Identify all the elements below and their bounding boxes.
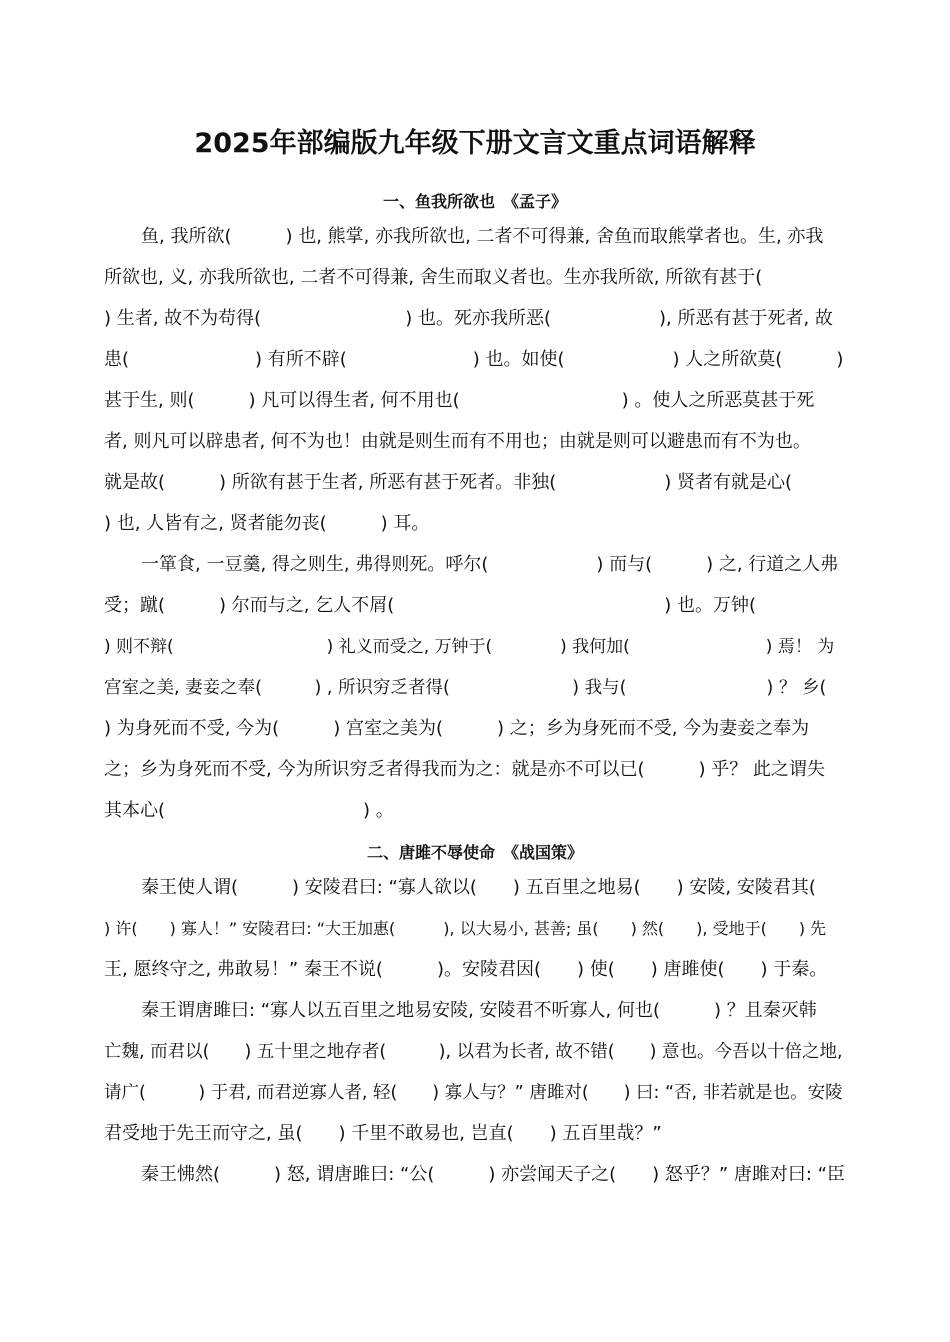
text-line: 王, 愿终守之, 弗敢易！” 秦王不说( )。安陵君因( ) 使( ) 唐雎使( ) 于秦。 bbox=[104, 959, 828, 980]
text-line: ) 许( ) 寡人！” 安陵君曰: “大王加惠( ), 以大易小, 甚善; 虽( ) 然( ), 受地于( ) 先 bbox=[104, 919, 827, 938]
text-line: 秦王谓唐雎曰: “寡人以五百里之地易安陵, 安陵君不听寡人, 何也( ) ？且秦灭韩 bbox=[141, 1000, 817, 1021]
text-line: 患( ) 有所不辟( ) 也。如使( ) 人之所欲莫( ) bbox=[104, 349, 844, 370]
text-line: 者, 则凡可以辟患者, 何不为也！由就是则生而有不用也；由就是则可以避患而有不为也。 bbox=[104, 431, 811, 452]
text-line: 之；乡为身死而不受, 今为所识穷乏者得我而为之：就是亦不可以已( ) 乎？ 此之谓失 bbox=[104, 759, 825, 780]
text-line: ) 生者, 故不为苟得( ) 也。死亦我所恶( ), 所恶有甚于死者, 故 bbox=[104, 308, 833, 329]
text-line: 秦王怫然( ) 怒, 谓唐雎曰: “公( ) 亦尝闻天子之( ) 怒乎？” 唐雎对曰: “臣 bbox=[141, 1164, 846, 1185]
text-line: 宫室之美, 妻妾之奉( ) , 所识穷乏者得( ) 我与( ) ？ 乡( bbox=[104, 678, 827, 698]
text-line: ) 则不辩( ) 礼义而受之, 万钟于( ) 我何加( ) 焉！ 为 bbox=[104, 637, 835, 657]
text-line: 秦王使人谓( ) 安陵君曰: “寡人欲以( ) 五百里之地易( ) 安陵, 安陵君其( bbox=[141, 877, 816, 898]
text-line: 其本心( ) 。 bbox=[104, 800, 394, 821]
text-line: 亡魏, 而君以( ) 五十里之地存者( ), 以君为长者, 故不错( ) 意也。今吾以十倍之地, bbox=[104, 1042, 843, 1062]
text-line: 君受地于先王而守之, 虽( ) 千里不敢易也, 岂直( ) 五百里哉？” bbox=[104, 1123, 662, 1144]
text-line: ) 也, 人皆有之, 贤者能勿丧( ) 耳。 bbox=[104, 513, 430, 534]
text-line: 一箪食, 一豆羹, 得之则生, 弗得则死。呼尔( ) 而与( ) 之, 行道之人弗 bbox=[141, 554, 839, 575]
section-heading: 二、唐雎不辱使命 《战国策》 bbox=[366, 843, 583, 862]
text-line: ) 为身死而不受, 今为( ) 宫室之美为( ) 之；乡为身死而不受, 今为妻妾之奉为 bbox=[104, 718, 810, 739]
section-heading: 一、鱼我所欲也 《孟子》 bbox=[382, 192, 567, 211]
text-line: 受；蹴( ) 尔而与之, 乞人不屑( ) 也。万钟( bbox=[104, 595, 756, 616]
text-line: 请广( ) 于君, 而君逆寡人者, 轻( ) 寡人与？” 唐雎对( ) 曰: “否, 非若就是也。安陵 bbox=[104, 1083, 843, 1103]
text-line: 甚于生, 则( ) 凡可以得生者, 何不用也( ) 。使人之所恶莫甚于死 bbox=[104, 390, 815, 411]
text-line: 就是故( ) 所欲有甚于生者, 所恶有甚于死者。非独( ) 贤者有就是心( bbox=[104, 472, 792, 493]
text-line: 鱼, 我所欲( ) 也, 熊掌, 亦我所欲也, 二者不可得兼, 舍鱼而取熊掌者也。生, 亦我 bbox=[141, 226, 824, 247]
text-line: 所欲也, 义, 亦我所欲也, 二者不可得兼, 舍生而取义者也。生亦我所欲, 所欲有甚于( bbox=[104, 267, 763, 288]
page-title: 2025年部编版九年级下册文言文重点词语解释 bbox=[194, 128, 756, 159]
